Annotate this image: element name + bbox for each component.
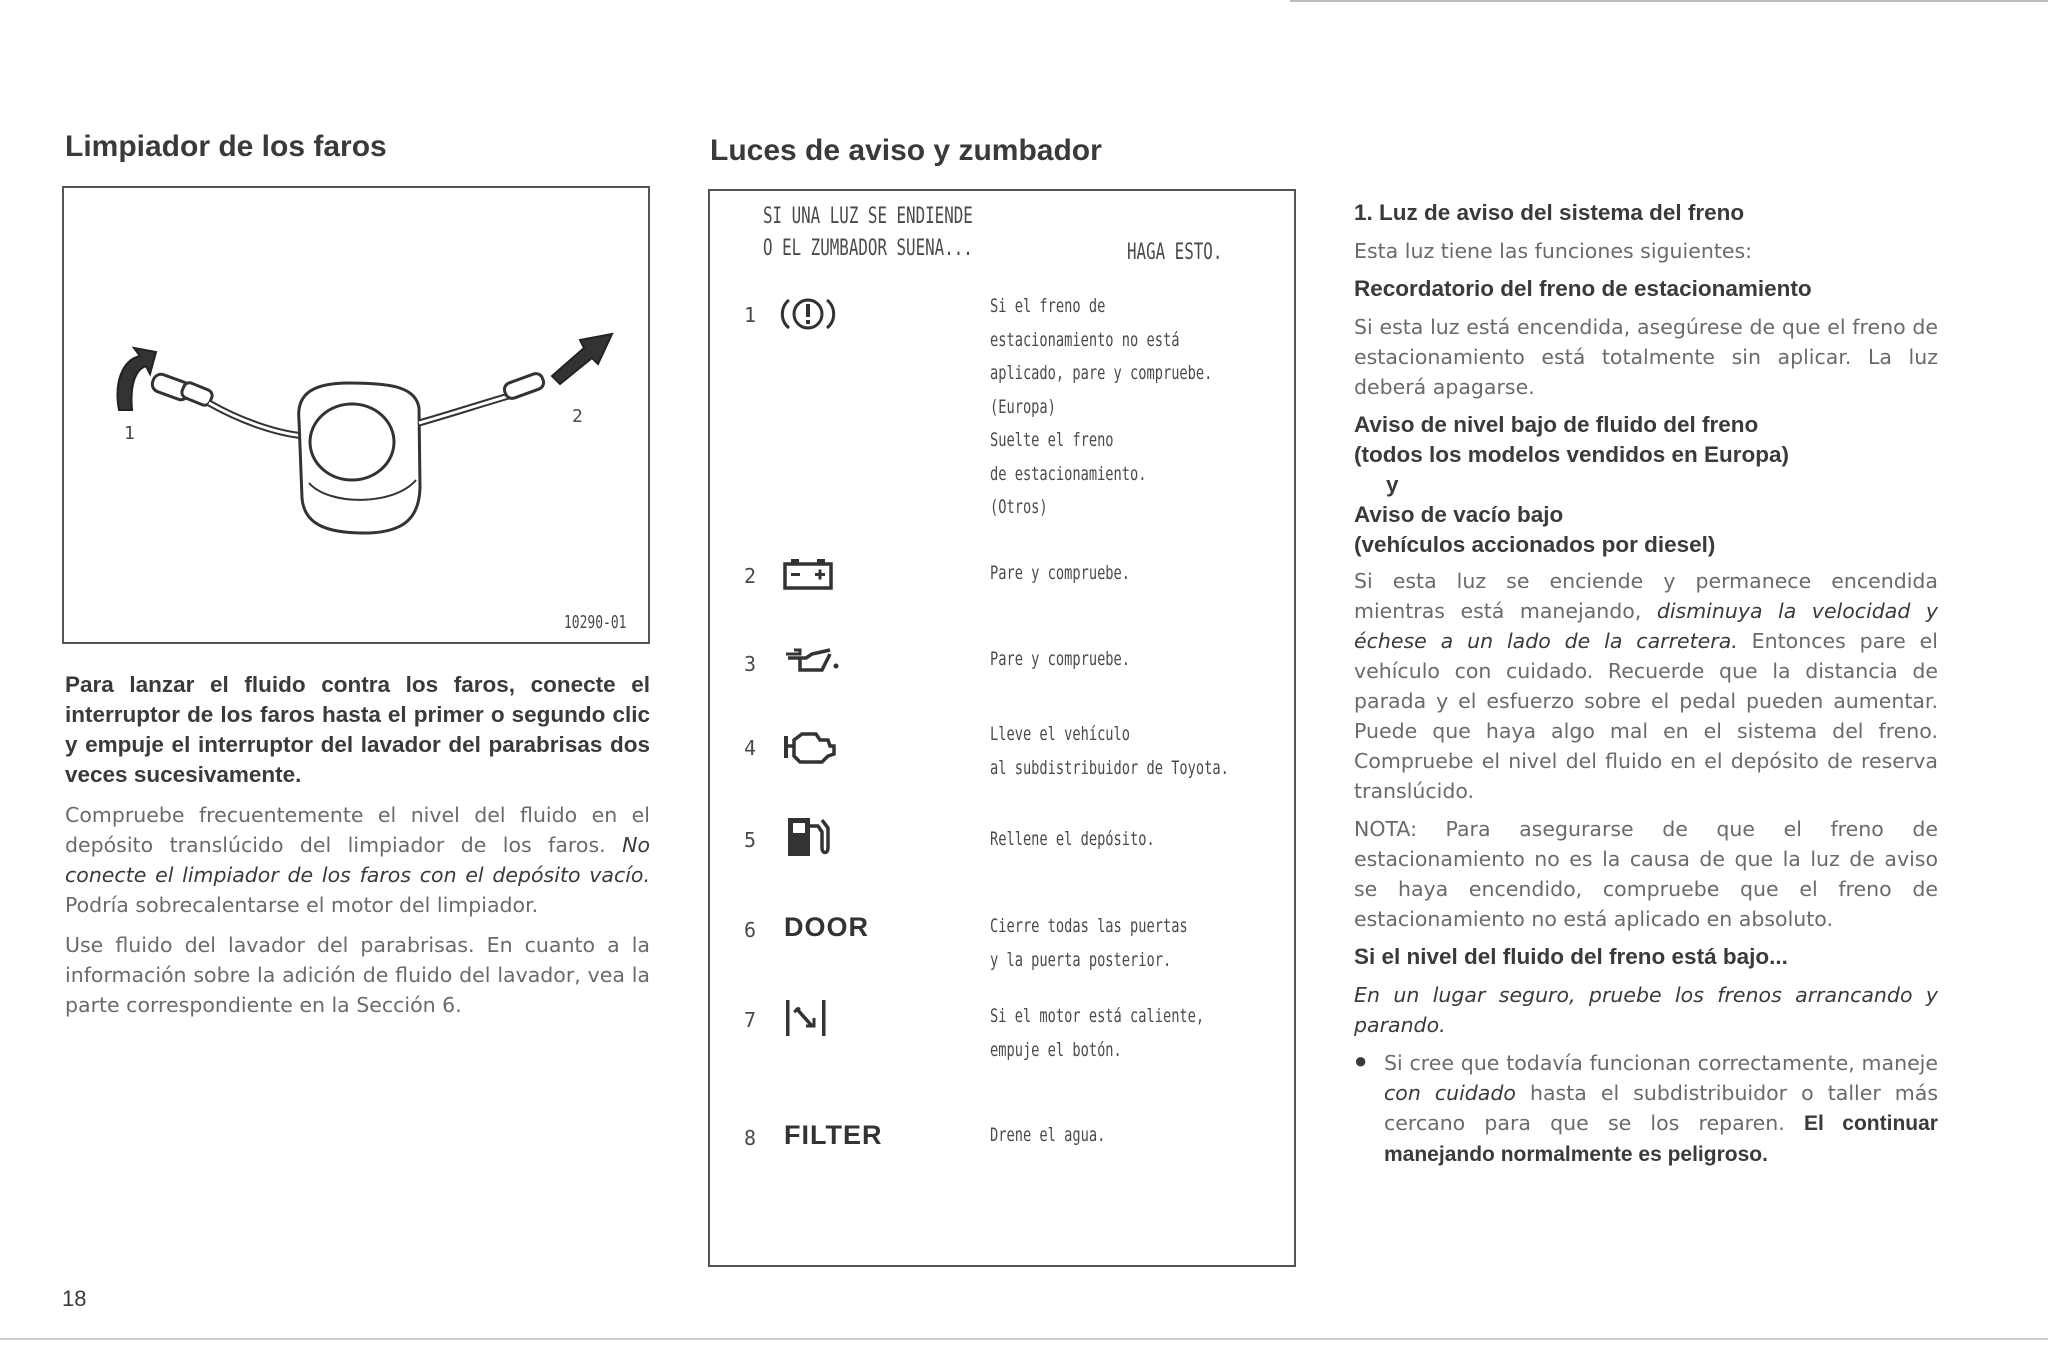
intercooler-icon [782,996,832,1045]
left-text-block [65,670,650,1030]
heading-conjunction: y [1386,472,1399,497]
row-action-4: Lleve el vehículo al subdistribuidor de Toyota. [990,723,1229,779]
brake-warning-icon [780,294,836,339]
low-vacuum-scope: (vehículos accionados por diesel) [1354,532,1716,557]
danger-warning: El continuar manejando normalmente es peligroso. [1384,1112,1938,1166]
figure-code: 10290-01 [564,612,627,633]
switch-illustration [64,188,648,642]
fluid-check-text: Compruebe frecuentemente el nivel del fluido en el depósito translúcido del limpiador de los faros. [65,803,650,857]
washer-fluid-paragraph: Use fluido del lavador del parabrisas. En cuanto a la información sobre la adición de fluido del lavador, vea la parte correspondiente en la Sección 6. [65,933,650,1017]
row-number-3: 3 [744,652,757,676]
right-text-block [1354,198,1938,1170]
oil-pressure-icon [782,644,842,681]
door-warning-text: DOOR [784,912,869,942]
test-brakes-instruction: En un lugar seguro, pruebe los frenos arrancando y parando. [1354,983,1938,1037]
row-number-5: 5 [744,828,757,852]
row-action-2: Pare y compruebe. [990,562,1131,584]
battery-icon [782,556,836,597]
brake-warning-title: 1. Luz de aviso del sistema del freno [1354,200,1745,225]
page-number: 18 [62,1286,87,1311]
table-header-line2: O EL ZUMBADOR SUENA... [763,236,973,261]
headlight-cleaner-heading: Limpiador de los faros [65,130,387,163]
low-fluid-heading: Aviso de nivel bajo de fluido del freno [1354,412,1759,437]
row-action-7: Si el motor está caliente, empuje el botón. [990,1005,1205,1061]
top-rule [1290,0,2048,2]
warning-lights-heading: Luces de aviso y zumbador [710,134,1102,167]
row-number-6: 6 [744,918,757,942]
bullet-item: ● Si cree que todavía funcionan correctamente, maneje con cuidado hasta el subdistribuidor o taller más cercano para que se los reparen. El continuar manejando normalmente es peligroso. [1354,1048,1938,1170]
fluid-level-paragraph [65,800,650,920]
figure-label-2: 2 [572,406,583,427]
fuel-pump-icon [784,814,834,865]
empty-reservoir-warning: No conecte el limpiador de los faros con el depósito vacío. [65,833,650,887]
row-number-7: 7 [744,1008,757,1032]
check-engine-icon [782,726,838,771]
row-action-6: Cierre todas las puertas y la puerta posterior. [990,915,1188,971]
motor-overheat-text: Podría sobrecalentarse el motor del limpiador. [65,893,539,917]
table-header-line1: SI UNA LUZ SE ENDIENDE [763,204,973,229]
slow-down-instruction: disminuya la velocidad y échese a un lado de la carretera. [1354,599,1938,653]
headlight-wash-instruction: Para lanzar el fluido contra los faros, conecte el interruptor de los faros hasta el primer o segundo clic y empuje el interruptor del lavador del parabrisas dos veces sucesivamente. [65,672,650,787]
parking-brake-reminder-heading: Recordatorio del freno de estacionamiento [1354,276,1812,301]
row-number-2: 2 [744,564,757,588]
low-vacuum-heading: Aviso de vacío bajo [1354,502,1564,527]
functions-intro: Esta luz tiene las funciones siguientes: [1354,239,1753,263]
row-action-8: Drene el agua. [990,1124,1106,1146]
row-number-1: 1 [744,303,757,327]
nota-paragraph: NOTA: Para asegurarse de que el freno de estacionamiento no es la causa de que la luz de aviso se haya encendido, compruebe que el freno de estacionamiento no está aplicado en absoluto. [1354,817,1938,931]
row-number-4: 4 [744,736,757,760]
bullet-icon: ● [1354,1048,1368,1073]
row-action-1: Si el freno de estacionamiento no está aplicado, pare y compruebe. (Europa) Suelte el freno de estacionamiento. (Otros) [990,295,1213,518]
figure-label-1: 1 [124,423,135,444]
row-action-3: Pare y compruebe. [990,648,1131,670]
headlight-switch-figure [62,186,650,644]
warning-action-paragraph: Si esta luz se enciende y permanece encendida mientras está manejando, disminuya la velocidad y échese a un lado de la carretera. Entonces pare el vehículo con cuidado. Recuerde que la distancia de parada y el esfuerzo sobre el pedal pueden aumentar. Puede que haya algo mal en el sistema del freno. Compruebe el nivel del fluido en el depósito de reserva translúcido. [1354,569,1938,803]
row-action-5: Rellene el depósito. [990,828,1155,850]
table-header-right: HAGA ESTO. [1127,240,1223,265]
parking-brake-reminder-text: Si esta luz está encendida, asegúrese de que el freno de estacionamiento está totalmente sin aplicar. La luz deberá apagarse. [1354,315,1938,399]
low-fluid-level-heading: Si el nivel del fluido del freno está bajo... [1354,944,1788,969]
low-fluid-scope: (todos los modelos vendidos en Europa) [1354,442,1790,467]
filter-warning-text: FILTER [784,1120,883,1150]
bottom-rule [0,1338,2048,1340]
row-number-8: 8 [744,1126,757,1150]
